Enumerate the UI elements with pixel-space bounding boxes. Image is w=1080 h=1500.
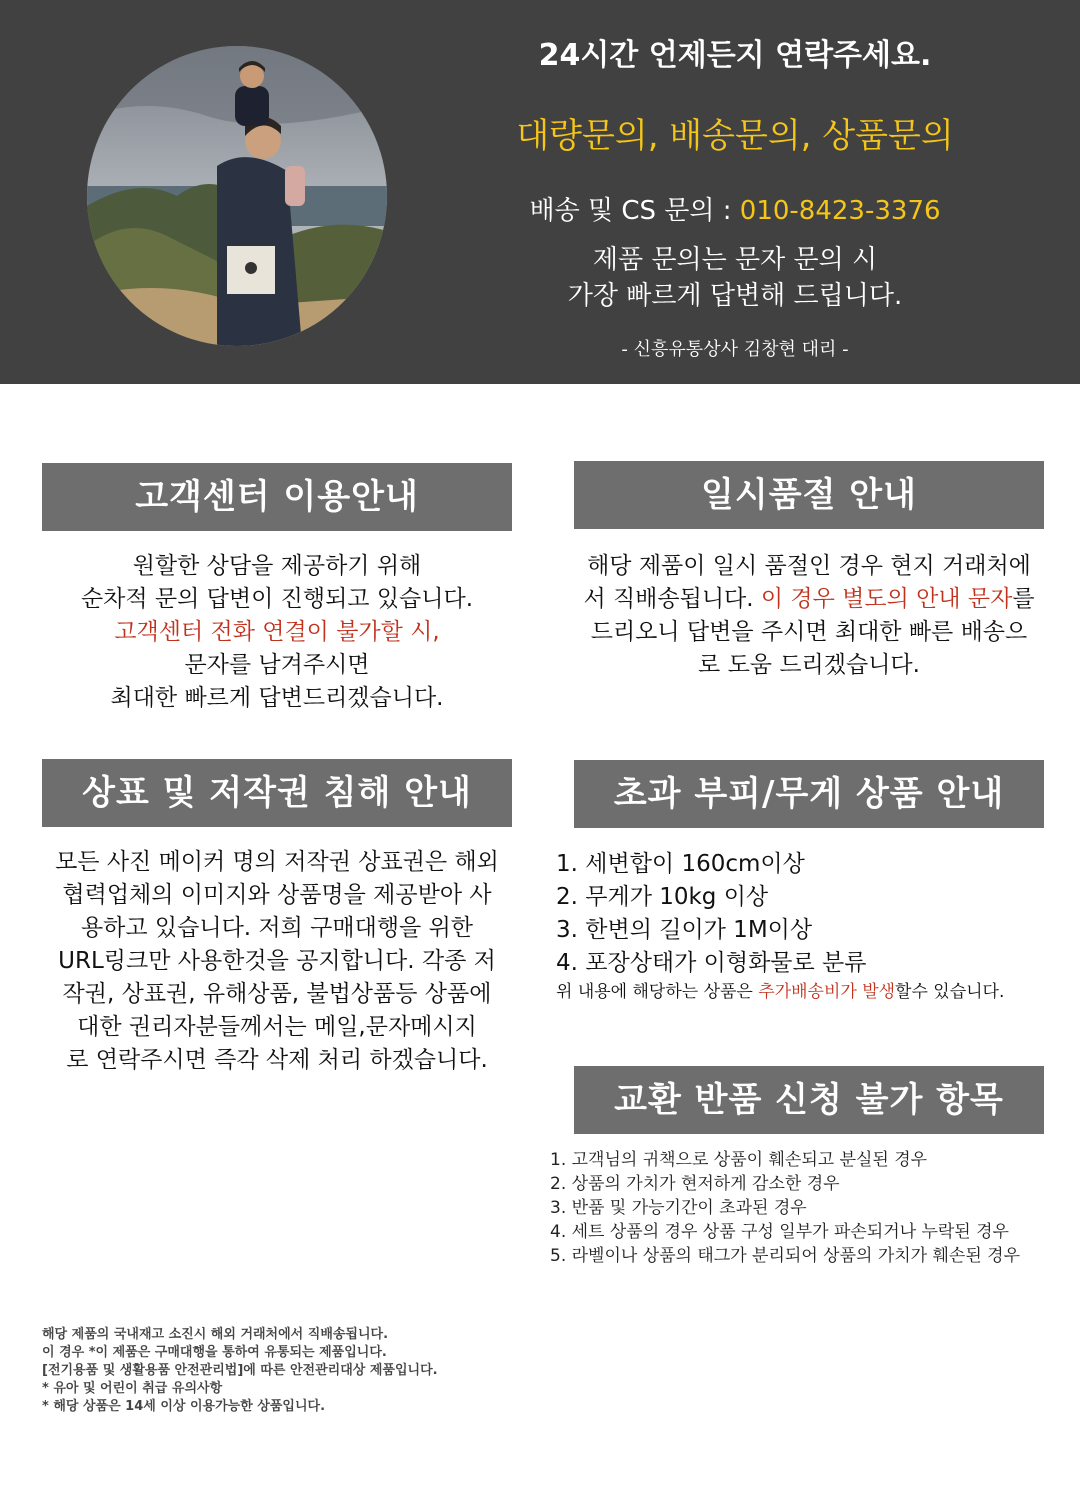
oversize-note-text: 위 내용에 해당하는 상품은: [556, 982, 759, 1002]
copyright-line: URL링크만 사용한것을 공지합니다. 각종 저: [58, 948, 496, 974]
cs-label: 배송 및 CS 문의 :: [529, 196, 740, 226]
noreturn-title: 교환 반품 신청 불가 항목: [574, 1066, 1044, 1134]
oversize-item: 3. 한변의 길이가 1M이상: [556, 917, 813, 943]
soldout-body: [550, 550, 1068, 682]
sms-notice: [470, 242, 1000, 314]
footer-line: [전기용품 및 생활용품 안전관리법]에 따른 안전관리대상 제품입니다.: [42, 1363, 438, 1378]
noreturn-item: 1. 고객님의 귀책으로 상품이 훼손되고 분실된 경우: [550, 1150, 928, 1170]
noreturn-item: 2. 상품의 가치가 현저하게 감소한 경우: [550, 1174, 840, 1194]
footer-line: 이 경우 *이 제품은 구매대행을 통하여 유통되는 제품입니다.: [42, 1345, 387, 1360]
soldout-line: [550, 583, 1068, 616]
footer-line: * 유아 및 어린이 취급 유의사항: [42, 1381, 223, 1396]
oversize-item: 2. 무게가 10kg 이상: [556, 884, 769, 910]
soldout-highlight: 이 경우 별도의 안내 문자: [760, 586, 1013, 612]
sms-notice-line1: 제품 문의는 문자 문의 시: [592, 245, 878, 275]
customer-center-title: 고객센터 이용안내: [42, 463, 512, 531]
staff-photo: [87, 46, 387, 346]
noreturn-item: 5. 라벨이나 상품의 태그가 분리되어 상품의 가치가 훼손된 경우: [550, 1246, 1020, 1266]
copyright-line: 로 연락주시면 즉각 삭제 처리 하겠습니다.: [66, 1047, 488, 1073]
contact-banner: [0, 0, 1080, 384]
oversize-item: 1. 세변합이 160cm이상: [556, 851, 805, 877]
signature: - 신흥유통상사 김창현 대리 -: [621, 339, 849, 360]
oversize-note-text: 할수 있습니다.: [895, 982, 1005, 1002]
sms-notice-line2: 가장 빠르게 답변해 드립니다.: [567, 281, 903, 311]
customer-center-line: 원할한 상담을 제공하기 위해: [132, 553, 422, 579]
customer-center-line: 최대한 빠르게 답변드리겠습니다.: [110, 685, 444, 711]
oversize-title: 초과 부피/무게 상품 안내: [574, 760, 1044, 828]
copyright-line: 모든 사진 메이커 명의 저작권 상표권은 해외: [55, 849, 499, 875]
oversize-note: [556, 980, 1066, 1004]
cs-contact-line: [470, 190, 1000, 227]
oversize-item: 4. 포장상태가 이형화물로 분류: [556, 950, 867, 976]
copyright-line: 작권, 상표권, 유해상품, 불법상품등 상품에: [62, 981, 492, 1007]
copyright-line: 협력업체의 이미지와 상품명을 제공받아 사: [62, 882, 492, 908]
soldout-text: 서 직배송됩니다.: [583, 586, 761, 612]
legal-footer: [42, 1326, 438, 1416]
headline: 24시간 언제든지 연락주세요.: [538, 38, 932, 73]
copyright-body: [14, 846, 540, 1077]
soldout-title: 일시품절 안내: [574, 461, 1044, 529]
customer-center-warning: 고객센터 전화 연결이 불가할 시,: [114, 619, 440, 645]
inquiry-types: 대량문의, 배송문의, 상품문의: [516, 116, 954, 156]
copyright-title: 상표 및 저작권 침해 안내: [42, 759, 512, 827]
customer-center-line: 문자를 남겨주시면: [184, 652, 370, 678]
soldout-line: 드리오니 답변을 주시면 최대한 빠른 배송으: [590, 619, 1028, 645]
footer-line: 해당 제품의 국내재고 소진시 해외 거래처에서 직배송됩니다.: [42, 1327, 389, 1342]
soldout-line: 로 도움 드리겠습니다.: [698, 652, 920, 678]
noreturn-list: [550, 1148, 1075, 1268]
oversize-note-highlight: 추가배송비가 발생: [758, 982, 896, 1002]
phone-number[interactable]: 010-8423-3376: [739, 196, 941, 226]
copyright-line: 대한 권리자분들께서는 메일,문자메시지: [77, 1014, 477, 1040]
oversize-list: [556, 848, 1066, 1004]
customer-center-line: 순차적 문의 답변이 진행되고 있습니다.: [80, 586, 474, 612]
noreturn-item: 3. 반품 및 가능기간이 초과된 경우: [550, 1198, 807, 1218]
copyright-line: 용하고 있습니다. 저희 구매대행을 위한: [80, 915, 474, 941]
customer-center-body: [20, 550, 534, 715]
noreturn-item: 4. 세트 상품의 경우 상품 구성 일부가 파손되거나 누락된 경우: [550, 1222, 1009, 1242]
soldout-text: 를: [1012, 586, 1035, 612]
soldout-line: 해당 제품이 일시 품절인 경우 현지 거래처에: [587, 553, 1031, 579]
footer-line: * 해당 상품은 14세 이상 이용가능한 상품입니다.: [42, 1399, 326, 1414]
